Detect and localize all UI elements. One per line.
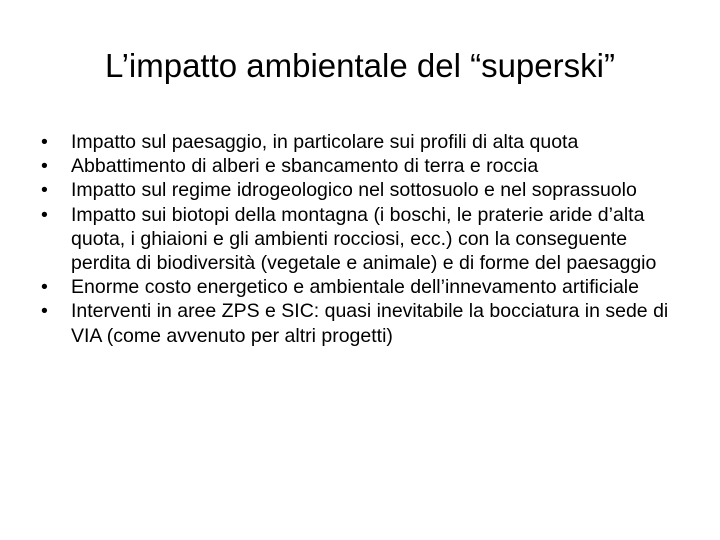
list-item: [36, 130, 676, 154]
slide-title: L’impatto ambientale del “superski”: [105, 47, 615, 84]
bullet-text: Enorme costo energetico e ambientale dell’innevamento artificiale: [71, 276, 639, 299]
list-item: [36, 178, 676, 202]
bullet-icon: •: [41, 203, 48, 226]
bullet-list: [36, 130, 676, 348]
list-item: [36, 275, 676, 299]
bullet-icon: •: [41, 276, 48, 299]
bullet-text: Impatto sui biotopi della montagna (i boschi, le praterie aride d’alta quota, i ghiaioni e gli ambienti rocciosi, ecc.) con la conseguente perdita di biodiversità (vegetale e animale) e di forme del paesaggio: [71, 203, 657, 275]
bullet-text: Impatto sul regime idrogeologico nel sottosuolo e nel soprassuolo: [71, 179, 637, 202]
list-item: [36, 203, 676, 276]
list-item: [36, 299, 676, 347]
bullet-icon: •: [41, 155, 48, 178]
bullet-icon: •: [41, 300, 48, 323]
bullet-text: Interventi in aree ZPS e SIC: quasi inevitabile la bocciatura in sede di VIA (come avvenuto per altri progetti): [71, 300, 669, 347]
bullet-text: Abbattimento di alberi e sbancamento di terra e roccia: [71, 155, 539, 178]
bullet-icon: •: [41, 131, 48, 153]
bullet-icon: •: [41, 179, 48, 202]
list-item: [36, 154, 676, 178]
bullet-text: Impatto sul paesaggio, in particolare sui profili di alta quota: [71, 131, 579, 153]
